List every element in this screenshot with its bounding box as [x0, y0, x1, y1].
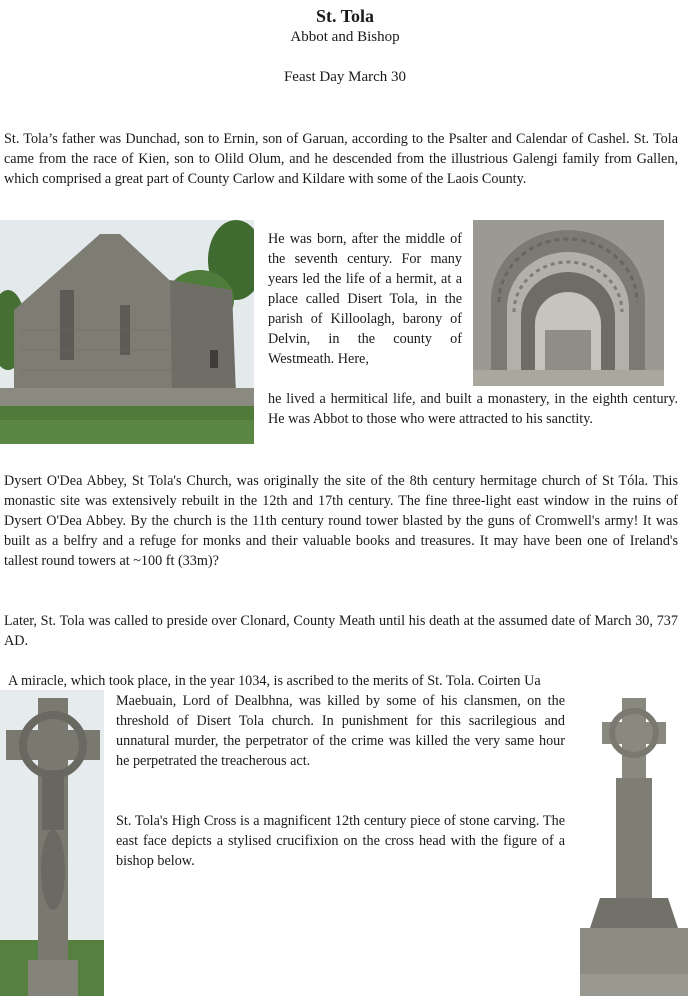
paragraph-miracle-intro: A miracle, which took place, in the year 1034, is ascribed to the merits of St. Tola. Coirten Ua [8, 673, 541, 689]
feast-day: Feast Day March 30 [283, 69, 407, 85]
paragraph-hermit: he lived a hermitical life, and built a monastery, in the eighth century. He was Abbot to those who were attracted to his sanctity. [268, 391, 678, 427]
paragraph-high-cross: St. Tola's High Cross is a magnificent 12th century piece of stone carving. The east face depicts a stylised crucifixion on the cross head with the figure of a bishop below. [116, 813, 565, 869]
paragraph-birth: He was born, after the middle of the seventh century. For many years led the life of a hermit, at a place called Disert Tola, in the parish of Killoolagh, barony of Delvin, in the county of Westmeath. Here, [268, 231, 462, 367]
page-title: St. Tola [315, 6, 375, 26]
romanesque-doorway-image [473, 220, 664, 386]
high-cross-left-image [0, 690, 104, 996]
paragraph-dysert-abbey: Dysert O'Dea Abbey, St Tola's Church, was originally the site of the 8th century hermitage church of St Tóla. This monastic site was extensively rebuilt in the 12th and 17th century. The fine three-light east window in the ruins of Dysert O'Dea Abbey. By the church is the 11th century round tower blasted by the guns of Cromwell's army! It was built as a belfry and a refuge for monks and their valuable books and treasures. It may have been one of Ireland's tallest round towers at ~100 ft (33m)? [4, 473, 678, 569]
page-subtitle: Abbot and Bishop [290, 29, 400, 45]
high-cross-right-image [578, 692, 690, 996]
church-ruin-image [0, 220, 254, 444]
paragraph-lineage: St. Tola’s father was Dunchad, son to Ernin, son of Garuan, according to the Psalter and Calendar of Cashel. St. Tola came from the race of Kien, son to Olild Olum, and he descended from the illustrious Galengi family from Gallen, which comprised a great part of County Carlow and Kildare with some of the Laois County. [4, 131, 678, 187]
paragraph-clonard: Later, St. Tola was called to preside over Clonard, County Meath until his death at the assumed date of March 30, 737 AD. [4, 613, 678, 649]
paragraph-miracle: Maebuain, Lord of Dealbhna, was killed by some of his clansmen, on the threshold of Disert Tola church. In punishment for this sacrilegious and unnatural murder, the perpetrator of the crime was killed the very same hour he perpetrated the treacherous act. [116, 693, 565, 769]
